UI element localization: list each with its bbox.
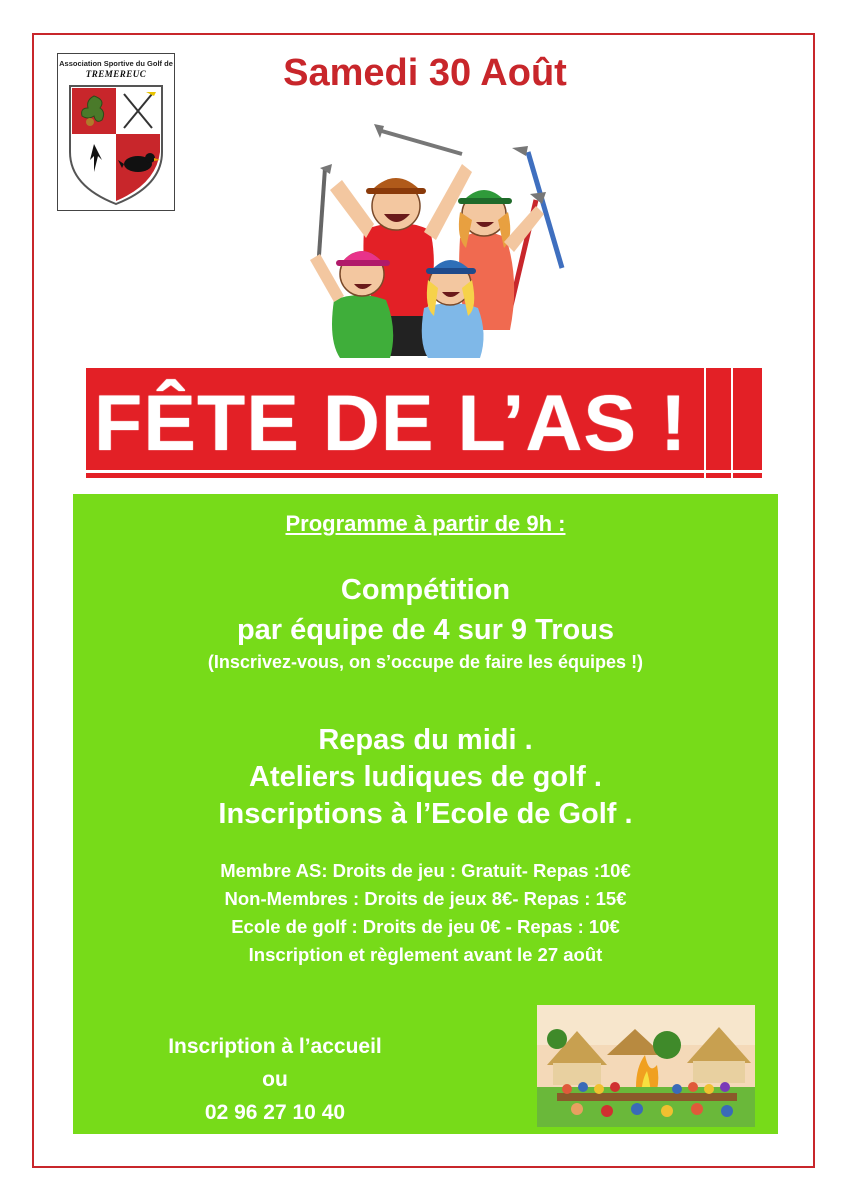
contact-line: Inscription à l’accueil <box>168 1035 382 1058</box>
activities-list <box>73 722 778 833</box>
competition-title: Compétition <box>340 574 511 606</box>
activity-item: Ateliers ludiques de golf . <box>249 761 602 793</box>
program-heading: Programme à partir de 9h : <box>285 511 566 536</box>
competition-format: par équipe de 4 sur 9 Trous <box>236 614 615 646</box>
contact-phone: 02 96 27 10 40 <box>204 1101 346 1124</box>
golfers-illustration-icon <box>300 120 565 358</box>
fee-line: Inscription et règlement avant le 27 août <box>248 944 603 965</box>
club-logo <box>57 53 175 211</box>
banner-divider <box>704 368 706 478</box>
competition-block <box>73 570 778 650</box>
event-date: Samedi 30 Août <box>283 52 567 94</box>
fee-line: Non-Membres : Droits de jeux 8€- Repas : 15€ <box>224 888 627 909</box>
activity-item: Inscriptions à l’Ecole de Golf . <box>218 798 633 830</box>
contact-block <box>120 1030 430 1129</box>
activity-item: Repas du midi . <box>318 724 533 756</box>
shield-icon <box>66 82 166 206</box>
fee-line: Membre AS: Droits de jeu : Gratuit- Repas :10€ <box>220 860 631 881</box>
banner-divider <box>731 368 733 478</box>
fees-list <box>73 857 778 969</box>
village-feast-illustration-icon <box>537 1005 755 1127</box>
logo-club-name: TREMEREUC <box>85 69 147 79</box>
competition-note: (Inscrivez-vous, on s’occupe de faire les équipes !) <box>207 652 644 672</box>
contact-or: ou <box>262 1068 288 1091</box>
event-title: FÊTE DE L’AS ! <box>94 378 688 467</box>
banner-underline <box>86 470 762 473</box>
logo-association-text: Association Sportive du Golf de <box>59 59 173 68</box>
fee-line: Ecole de golf : Droits de jeu 0€ - Repas : 10€ <box>231 916 620 937</box>
